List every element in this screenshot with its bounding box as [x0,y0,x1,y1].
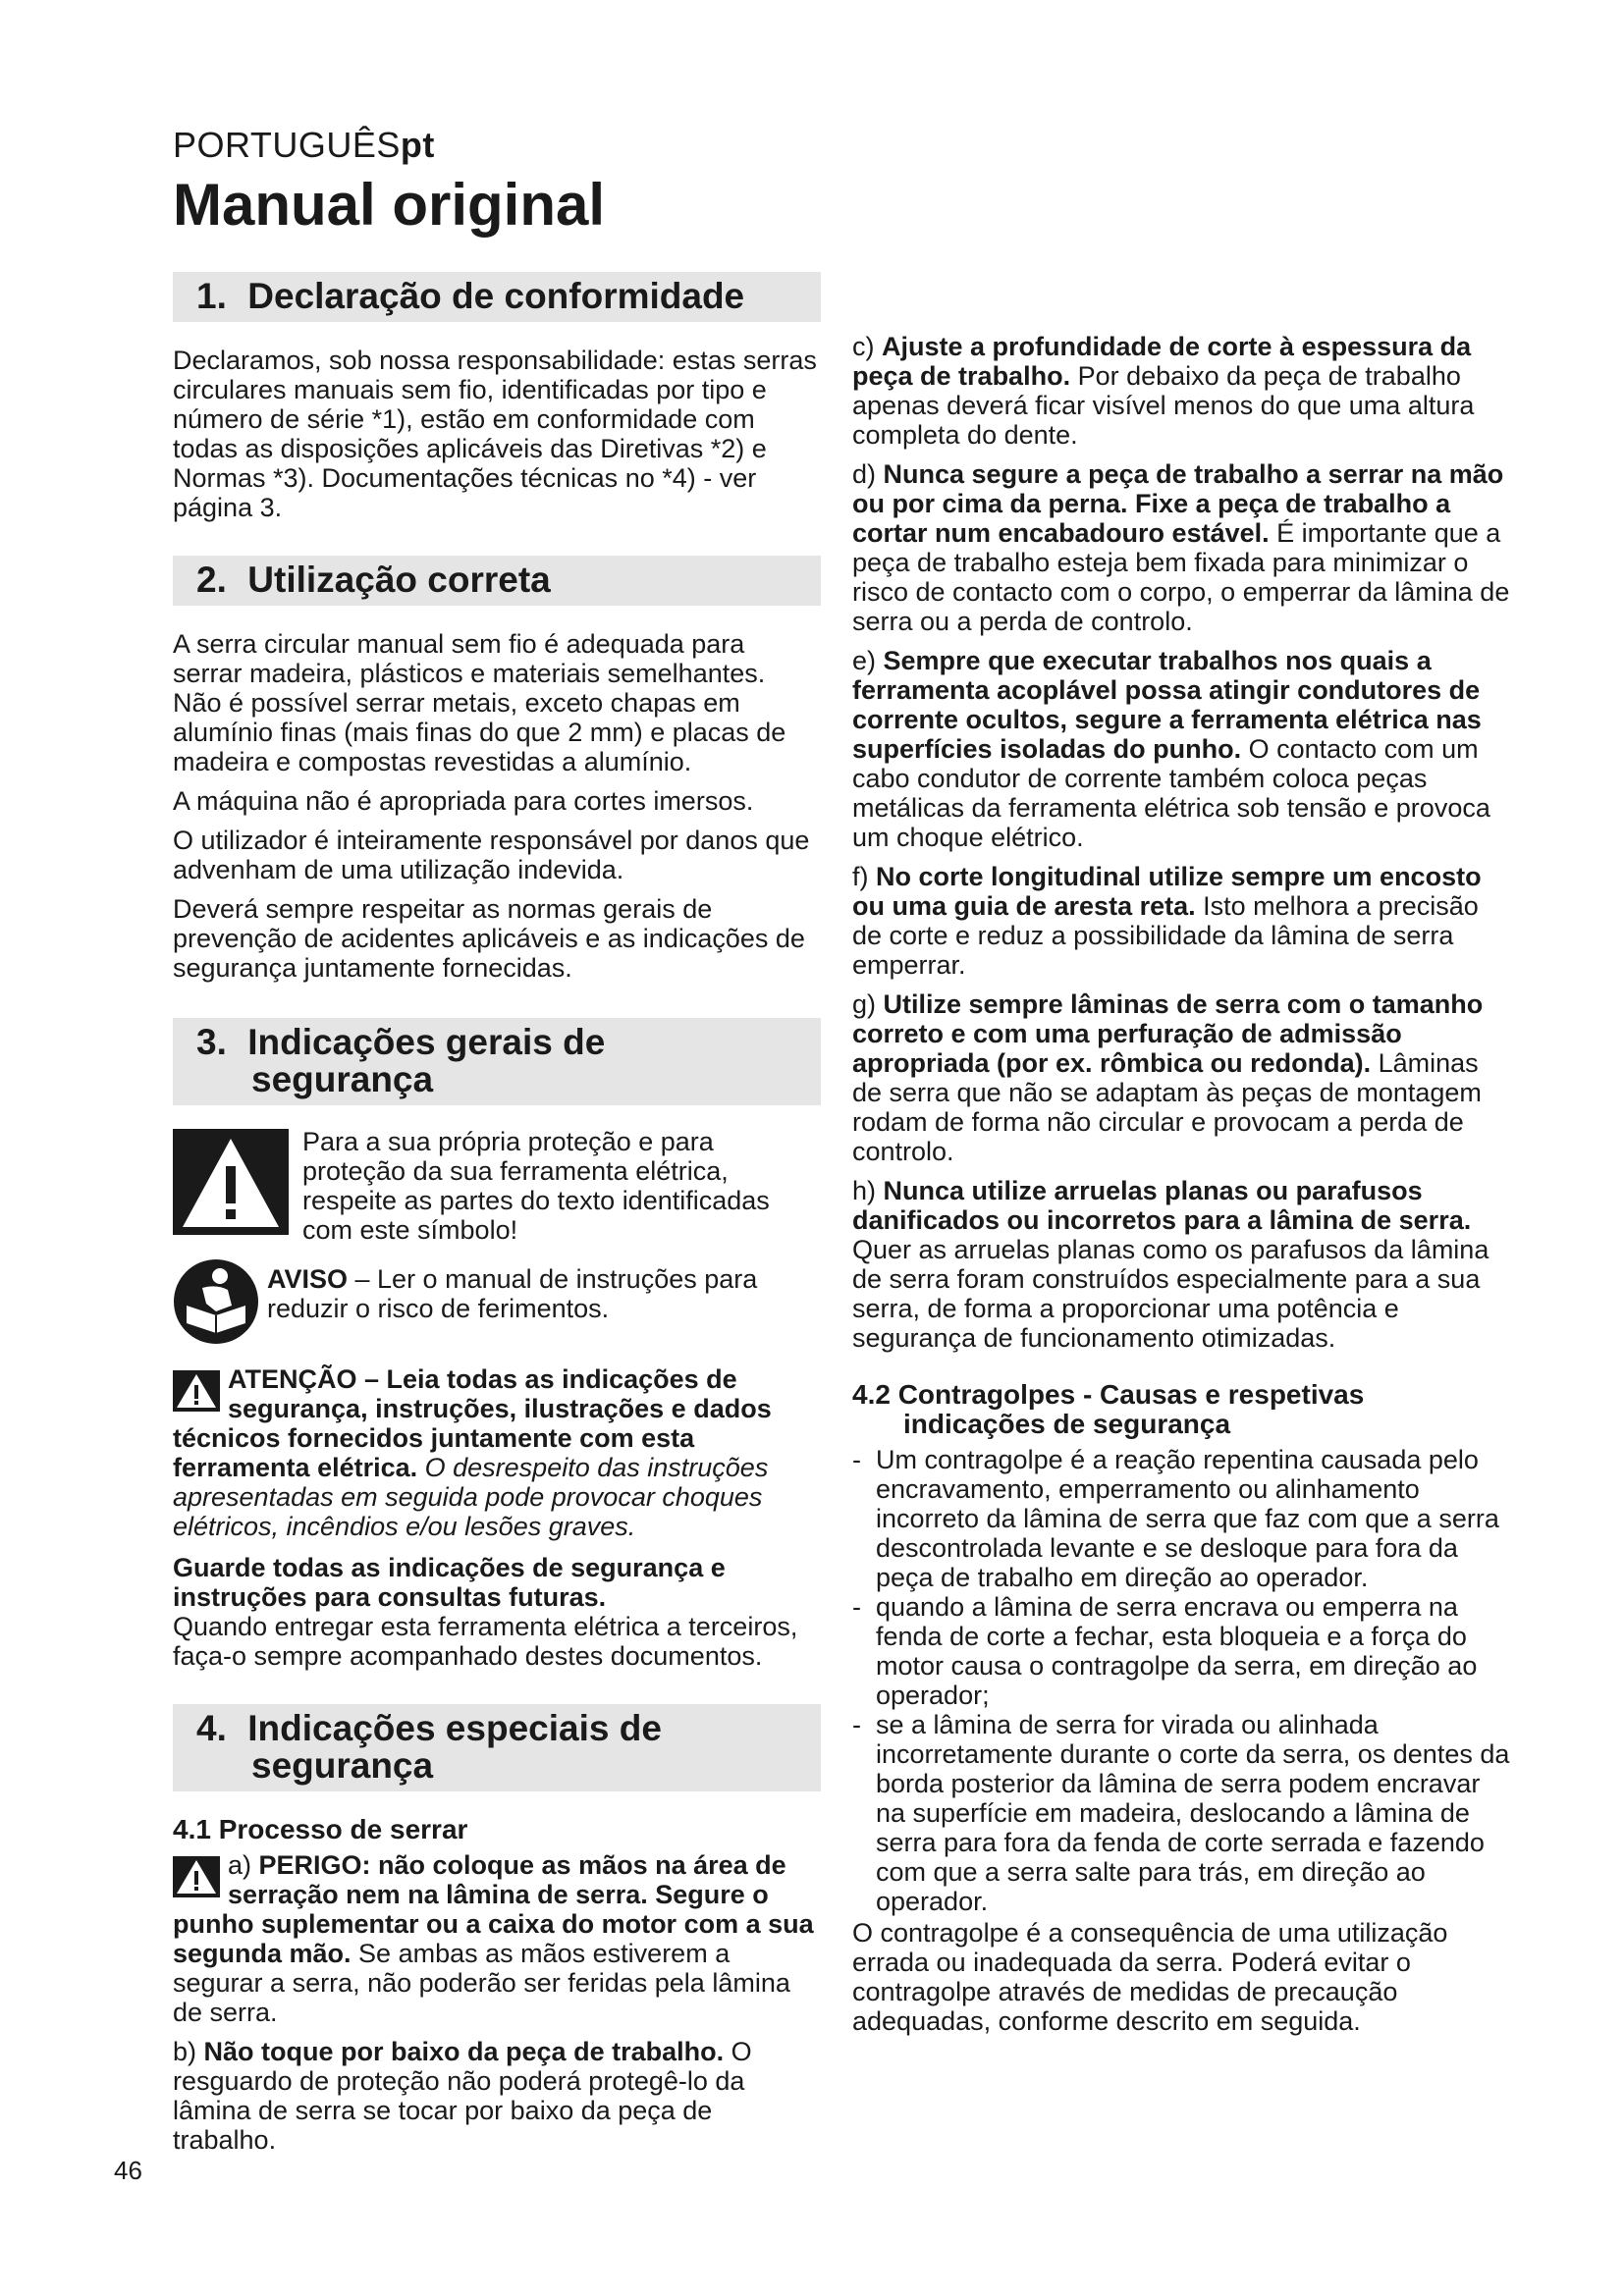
item-c: c) Ajuste a profundidade de corte à espessura da peça de trabalho. Por debaixo da peça de trabalho apenas deverá ficar visível menos do que uma altura completa do dente. [852,332,1475,450]
language-code: pt [400,125,435,165]
aviso-label: AVISO [267,1264,349,1294]
item-e: e) Sempre que executar trabalhos nos quais a ferramenta acoplável possa atingir condutores de corrente ocultos, segure a ferramenta elétrica nas superfícies isoladas do punho. O contacto com um cabo condutor de corrente também coloca peças metálicas da ferramenta elétrica sob tensão e provoca um choque elétrico. [852,646,1490,852]
subsection-4-1-heading: 4.1 Processo de serrar [173,1814,468,1844]
page-header [173,126,605,240]
section-1-heading: 1. Declaração de conformidade [173,272,821,322]
subsection-4-2-heading: 4.2 Contragolpes - Causas e respetivas indicações de segurança [852,1379,1365,1439]
section-2-p1: A serra circular manual sem fio é adequada para serrar madeira, plásticos e materiais semelhantes. Não é possível serrar metais, exceto chapas em alumínio finas (mais finas do que 2 mm) e placas de madeira e compostas revestidas a alumínio. [173,629,786,776]
kickback-closing: O contragolpe é a consequência de uma utilização errada ou inadequada da serra. Poderá evitar o contragolpe através de medidas de precaução adequadas, conforme descrito em seguida. [852,1918,1448,2036]
item-g: g) Utilize sempre lâminas de serra com o tamanho correto e com uma perfuração de admissão apropriada (por ex. rômbica ou redonda). Lâminas de serra que não se adaptam às peças de montagem rodam de forma não circular e provocam a perda de controlo. [852,989,1484,1166]
kickback-item-2: - quando a lâmina de serra encrava ou emperra na fenda de corte a fechar, esta bloqueia e a força do motor causa o contragolpe da serra, em direção ao operador; [852,1592,1510,1710]
kickback-item-3: - se a lâmina de serra for virada ou alinhada incorretamente durante o corte da serra, os dentes da borda posterior da lâmina de serra podem encravar na superfície em madeira, deslocando a lâmina de serra para fora da fenda de corte serrada e fazendo com que a serra salte para trás, em direção ao operador. [852,1710,1510,1916]
item-d: d) Nunca segure a peça de trabalho a serrar na mão ou por cima da perna. Fixe a peça de trabalho a cortar num encabadouro estável. É importante que a peça de trabalho esteja bem fixada para minimizar o risco de contacto com o corpo, o emperrar da lâmina de serra ou a perda de controlo. [852,459,1510,636]
warning-triangle-icon [173,1856,220,1897]
atencao-paragraph [173,1364,821,1541]
guarde-text: Quando entregar esta ferramenta elétrica a terceiros, faça-o sempre acompanhado destes documentos. [173,1612,798,1671]
safety-symbol-note [173,1129,821,1245]
language-name: PORTUGUÊS [173,125,401,165]
section-2-p3: O utilizador é inteiramente responsável por danos que advenham de uma utilização indevida. [173,826,810,884]
page-number: 46 [114,2156,142,2185]
guarde-bold: Guarde todas as indicações de segurança e instruções para consultas futuras. [173,1553,726,1612]
section-2-p2: A máquina não é apropriada para cortes imersos. [173,786,754,816]
section-4-heading: 4. Indicações especiais de segurança [173,1704,821,1791]
section-1-text: Declaramos, sob nossa responsabilidade: estas serras circulares manuais sem fio, identificadas por tipo e número de série *1), estão em conformidade com todas as disposições aplicáveis das Diretivas *2) e Normas *3). Documentações técnicas no *4) - ver página 3. [173,346,817,522]
left-column [173,270,821,2164]
right-column [852,263,1510,2046]
read-manual-note [173,1258,821,1345]
kickback-item-1: - Um contragolpe é a reação repentina causada pelo encravamento, emperramento ou alinhamento incorreto da lâmina de serra que faz com que a serra descontrolada levante e se desloque para fora da peça de trabalho em direção ao operador. [852,1445,1510,1592]
document-title: Manual original [173,172,606,238]
atencao-bold: ATENÇÃO – Leia todas as indicações de segurança, instruções, ilustrações e dados técnicos fornecidos juntamente com esta ferramenta elétrica. [173,1364,772,1482]
warning-triangle-icon [173,1370,220,1412]
item-a: a) PERIGO: não coloque as mãos na área de serração nem na lâmina de serra. Segure o punho suplementar ou a caixa do motor com a sua segunda mão. Se ambas as mãos estiverem a segurar a serra, não poderão ser feridas pela lâmina de serra. [173,1850,814,2027]
aviso-text: – Ler o manual de instruções para reduzir o risco de ferimentos. [267,1264,758,1323]
section-3-heading: 3. Indicações gerais de segurança [173,1018,821,1105]
warning-triangle-icon [173,1129,289,1235]
language-label [173,126,605,165]
aviso-text-block [267,1264,821,1345]
read-manual-icon [173,1258,259,1345]
guarde-paragraph [173,1553,821,1671]
item-h: h) Nunca utilize arruelas planas ou parafusos danificados ou incorretos para a lâmina de serra. Quer as arruelas planas como os parafusos da lâmina de serra foram construídos especialmente para a sua serra, de forma a proporcionar uma potência e segurança de funcionamento otimizadas. [852,1176,1489,1353]
safety-symbol-text: Para a sua própria proteção e para proteção da sua ferramenta elétrica, respeite as partes do texto identificadas com este símbolo! [302,1127,770,1245]
section-2-p4: Deverá sempre respeitar as normas gerais de prevenção de acidentes aplicáveis e as indicações de segurança juntamente fornecidas. [173,894,805,983]
item-f: f) No corte longitudinal utilize sempre um encosto ou uma guia de aresta reta. Isto melhora a precisão de corte e reduz a possibilidade da lâmina de serra emperrar. [852,862,1482,980]
item-b: b) Não toque por baixo da peça de trabalho. O resguardo de proteção não poderá protegê-lo da lâmina de serra se tocar por baixo da peça de trabalho. [173,2037,752,2155]
section-2-heading: 2. Utilização correta [173,556,821,606]
atencao-italic: O desrespeito das instruções apresentadas em seguida pode provocar choques elétricos, incêndios e/ou lesões graves. [173,1453,769,1541]
